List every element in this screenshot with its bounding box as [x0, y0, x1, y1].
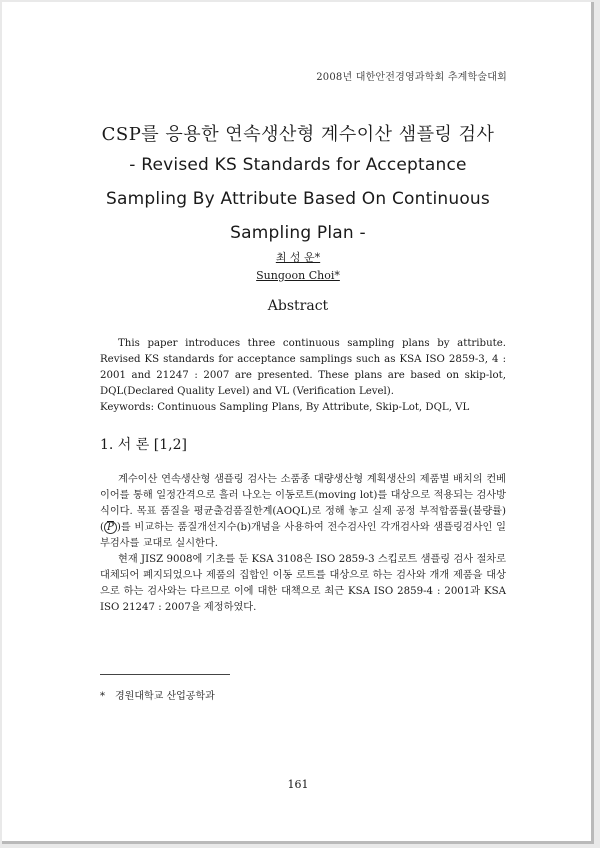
- footnote-text: 경원대학교 산업공학과: [115, 691, 215, 702]
- footnote-divider: [100, 674, 230, 675]
- section-heading: 1. 서 론 [1,2]: [100, 437, 187, 453]
- paragraph-1-part-b: )를 비교하는 품질개선지수(b)개념을 사용하여 전수검사인 각개검사와 샘플링검사인 일부검사를 교대로 실시한다.: [100, 522, 506, 549]
- paper-page: [2, 2, 594, 844]
- author-english: Sungoon Choi*: [256, 269, 340, 282]
- p-bar-symbol: $\overline{P}$: [104, 521, 117, 534]
- title-korean: CSP를 응용한 연속생산형 계수이산 샘플링 검사: [101, 124, 495, 145]
- running-header: 2008년 대한안전경영과학회 추계학술대회: [316, 72, 507, 83]
- author-korean: 최 성 운*: [275, 251, 321, 264]
- author-block: [2, 249, 594, 285]
- section-paragraph-1: [100, 472, 506, 552]
- page-number: 161: [287, 778, 309, 791]
- abstract-heading: Abstract: [267, 298, 329, 314]
- footnote: [100, 687, 215, 702]
- title-english-line-2: Sampling By Attribute Based On Continuous: [106, 189, 490, 209]
- title-english-line-3: Sampling Plan -: [230, 223, 366, 243]
- section-paragraph-2: 현재 JISZ 9008에 기초를 둔 KSA 3108은 ISO 2859-3 스킵로트 샘플링 검사 절차로 대체되어 폐지되었으나 제품의 집합인 이동 로트를 대상으로 하는 검사와 개개 제품을 대상으로 하는 검사와는 다르므로 이에 대한 대책으로 최근 KSA ISO 2859-4 : 2001과 KSA ISO 21247 : 2007을 제정하였다.: [100, 554, 506, 613]
- abstract-keywords: Keywords: Continuous Sampling Plans, By Attribute, Skip-Lot, DQL, VL: [100, 402, 470, 413]
- abstract-body: [100, 336, 506, 416]
- section-body: [100, 472, 506, 616]
- abstract-text: This paper introduces three continuous sampling plans by attribute. Revised KS standards for acceptance samplings such as KSA ISO 2859-3, 4 : 2001 and 21247 : 2007 are presented. These plans are based on skip-lot, DQL(Declared Quality Level) and VL (Verification Level).: [100, 338, 506, 397]
- footnote-mark: *: [100, 691, 105, 702]
- paragraph-1-part-a: 계수이산 연속생산형 샘플링 검사는 소품종 대량생산형 계획생산의 제품별 배치의 컨베이어를 통해 일정간격으로 흘러 나오는 이동로트(moving lot)를 대상으로 적용되는 검사방식이다. 목표 품질을 평균출검품질한계(AOQL)로 정해 놓고 실제 공정 부적합품률(불량률)(: [100, 474, 506, 533]
- title-english-line-1: - Revised KS Standards for Acceptance: [129, 155, 467, 175]
- title-block: [2, 122, 594, 250]
